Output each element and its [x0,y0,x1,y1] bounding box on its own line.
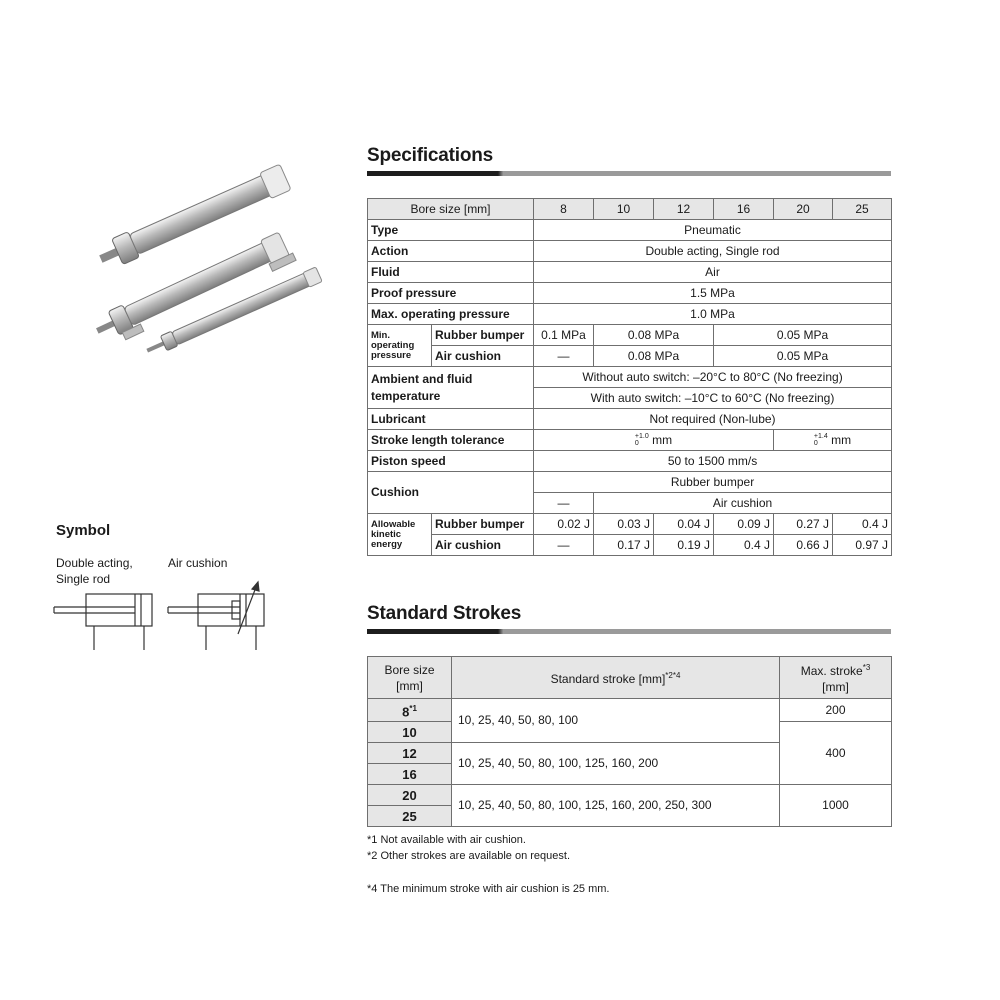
lubricant-label: Lubricant [368,409,534,430]
tolerance-lower-large: 0 [813,440,818,448]
symbol-label-double-acting: Double acting, Single rod [56,556,133,586]
cushion-rubber-bumper: Rubber bumper [534,472,892,493]
strokes-max-header [780,657,892,699]
strokes-std-8-10: 10, 25, 40, 50, 80, 100 [452,699,780,743]
bore-8-header: 8 [534,199,594,220]
specifications-table [367,198,892,556]
strokes-max-20-25: 1000 [780,785,892,827]
tolerance-upper-small: +1.0 [634,433,649,441]
stroke-tolerance-small [534,430,774,451]
strokes-max-header-note: *3 [862,663,871,672]
proof-pressure-label: Proof pressure [368,283,534,304]
tolerance-unit-large: mm [831,432,852,447]
strokes-max-8: 200 [780,699,892,722]
strokes-bore-16: 16 [368,764,452,785]
footnote-1: *1 Not available with air cushion. [367,834,526,846]
minop-air-cushion-label: Air cushion [432,346,534,367]
strokes-bore-10: 10 [368,722,452,743]
energy-rubber-16: 0.09 J [714,514,774,535]
tolerance-lower-small: 0 [634,440,639,448]
proof-pressure-value: 1.5 MPa [534,283,892,304]
bore-10-header: 10 [594,199,654,220]
strokes-standard-header-text: Standard stroke [mm] [550,672,666,686]
energy-rubber-20: 0.27 J [774,514,833,535]
specifications-title: Specifications [367,145,494,166]
ambient-temperature-label: Ambient and fluid temperature [368,367,534,409]
strokes-bore-8-text: 8 [402,704,410,720]
strokes-std-12-16: 10, 25, 40, 50, 80, 100, 125, 160, 200 [452,743,780,785]
cushion-8-dash: — [534,493,594,514]
bore-25-header: 25 [833,199,892,220]
strokes-bore-25: 25 [368,806,452,827]
spec-header-row [368,199,892,220]
footnote-4: *4 The minimum stroke with air cushion is 25 mm. [367,883,610,895]
strokes-standard-header-note: *2*4 [665,671,681,680]
strokes-bore-header: Bore size [mm] [368,657,452,699]
specifications-title-bar [367,171,891,176]
minop-rubber-bumper-label: Rubber bumper [432,325,534,346]
fluid-label: Fluid [368,262,534,283]
strokes-standard-header [452,657,780,699]
strokes-std-20-25: 10, 25, 40, 50, 80, 100, 125, 160, 200, 250, 300 [452,785,780,827]
strokes-bore-20: 20 [368,785,452,806]
stroke-tolerance-label: Stroke length tolerance [368,430,534,451]
max-operating-pressure-value: 1.0 MPa [534,304,892,325]
cushion-air-cushion: Air cushion [594,493,892,514]
max-operating-pressure-label: Max. operating pressure [368,304,534,325]
cushion-label: Cushion [368,472,534,514]
energy-air-20: 0.66 J [774,535,833,556]
symbol-title: Symbol [56,522,111,539]
symbol-label-air-cushion: Air cushion [168,556,228,570]
energy-air-cushion-label: Air cushion [432,535,534,556]
minop-air-10-12: 0.08 MPa [594,346,714,367]
fluid-value: Air [534,262,892,283]
strokes-max-header-unit: [mm] [822,680,849,694]
energy-rubber-12: 0.04 J [654,514,714,535]
minop-rubber-10-12: 0.08 MPa [594,325,714,346]
footnote-2: *2 Other strokes are available on request. [367,850,571,862]
action-label: Action [368,241,534,262]
type-value: Pneumatic [534,220,892,241]
strokes-max-header-text: Max. stroke [800,664,863,678]
standard-strokes-title-bar [367,629,891,634]
strokes-bore-8-note: *1 [409,704,417,713]
piston-speed-value: 50 to 1500 mm/s [534,451,892,472]
product-photo [40,160,340,380]
kinetic-energy-label: Allowable kinetic energy [368,514,432,556]
standard-strokes-table [367,656,892,827]
minop-rubber-8: 0.1 MPa [534,325,594,346]
energy-rubber-25: 0.4 J [833,514,892,535]
type-label: Type [368,220,534,241]
energy-air-25: 0.97 J [833,535,892,556]
tolerance-upper-large: +1.4 [813,433,828,441]
bore-size-header: Bore size [mm] [368,199,534,220]
bore-20-header: 20 [774,199,833,220]
minop-air-8: — [534,346,594,367]
energy-rubber-8: 0.02 J [534,514,594,535]
energy-air-8: — [534,535,594,556]
tolerance-unit-small: mm [652,432,673,447]
energy-air-12: 0.19 J [654,535,714,556]
piston-speed-label: Piston speed [368,451,534,472]
energy-rubber-bumper-label: Rubber bumper [432,514,534,535]
bore-12-header: 12 [654,199,714,220]
cylinder-symbol-diagram [40,570,280,665]
lubricant-value: Not required (Non-lube) [534,409,892,430]
stroke-tolerance-large [774,430,892,451]
minop-rubber-16-25: 0.05 MPa [714,325,892,346]
energy-air-10: 0.17 J [594,535,654,556]
ambient-with-switch: With auto switch: –10°C to 60°C (No freezing) [534,388,892,409]
minop-air-16-25: 0.05 MPa [714,346,892,367]
standard-strokes-title: Standard Strokes [367,603,522,624]
energy-rubber-10: 0.03 J [594,514,654,535]
ambient-without-switch: Without auto switch: –20°C to 80°C (No freezing) [534,367,892,388]
strokes-max-10-16: 400 [780,722,892,785]
energy-air-16: 0.4 J [714,535,774,556]
bore-16-header: 16 [714,199,774,220]
action-value: Double acting, Single rod [534,241,892,262]
min-operating-pressure-label: Min. operating pressure [368,325,432,367]
strokes-bore-12: 12 [368,743,452,764]
strokes-bore-8 [368,699,452,722]
